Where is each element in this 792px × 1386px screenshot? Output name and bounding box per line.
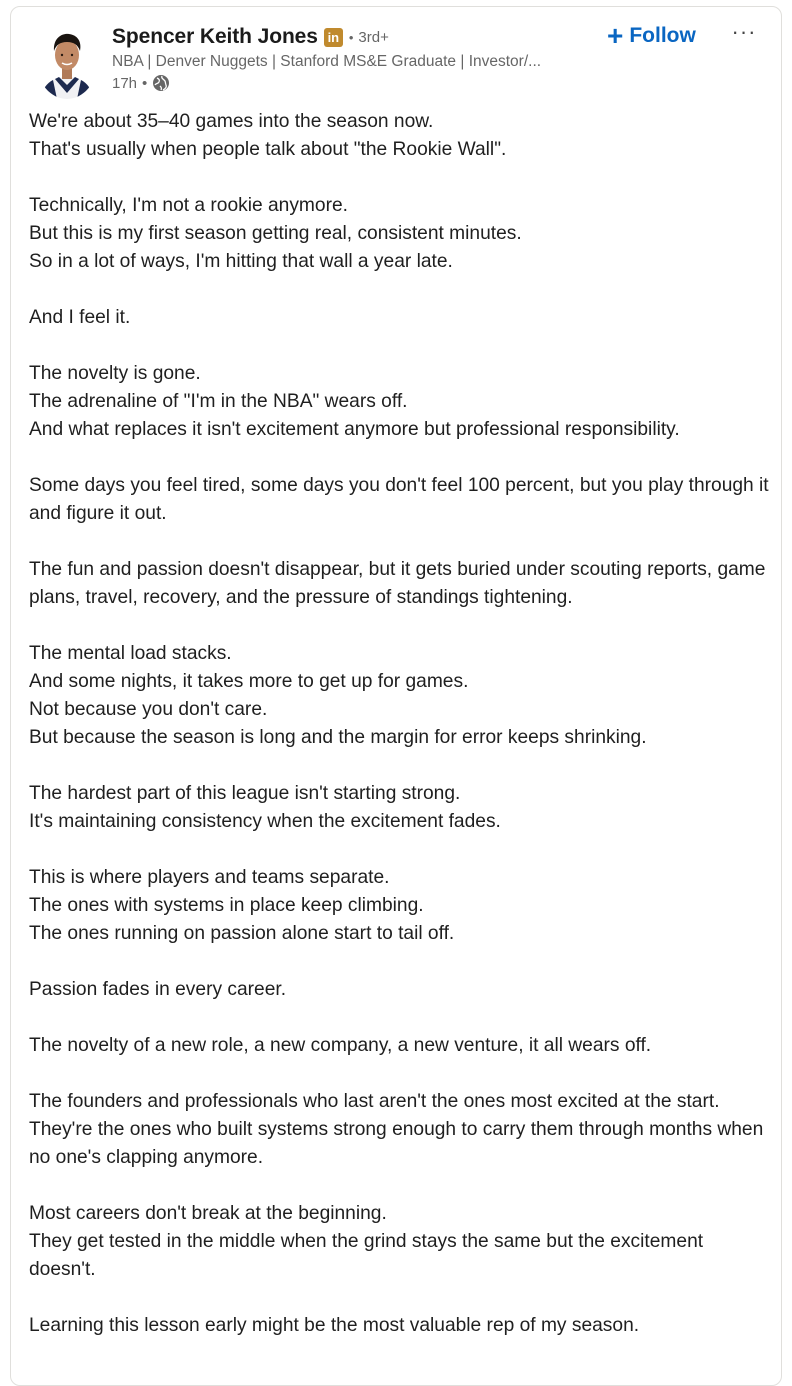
post-line: The novelty of a new role, a new company, a new venture, it all wears off. <box>29 1035 652 1056</box>
post-line: So in a lot of ways, I'm hitting that wall a year late. <box>29 251 453 272</box>
follow-label: Follow <box>629 24 696 47</box>
avatar[interactable] <box>37 27 97 99</box>
post-line: This is where players and teams separate. <box>29 867 390 888</box>
post-paragraph <box>29 780 771 836</box>
post-line: The fun and passion doesn't disappear, but it gets buried under scouting reports, game plans, travel, recovery, and the pressure of standings tightening. <box>29 559 766 608</box>
post-paragraph <box>29 192 771 276</box>
post-paragraph <box>29 1312 771 1340</box>
post-line: And some nights, it takes more to get up for games. <box>29 671 469 692</box>
post-line: Most careers don't break at the beginning. <box>29 1203 387 1224</box>
post-paragraph <box>29 1088 771 1172</box>
post-line: The ones with systems in place keep climbing. <box>29 895 424 916</box>
connection-degree: 3rd+ <box>358 28 389 46</box>
post-line: It's maintaining consistency when the excitement fades. <box>29 811 501 832</box>
plus-icon: + <box>607 20 624 51</box>
post-line: The adrenaline of "I'm in the NBA" wears off. <box>29 391 408 412</box>
author-headline: NBA | Denver Nuggets | Stanford MS&E Graduate | Investor/... <box>112 53 542 70</box>
post-line: But because the season is long and the margin for error keeps shrinking. <box>29 727 647 748</box>
post-body <box>29 108 771 1368</box>
post-line: And what replaces it isn't excitement anymore but professional responsibility. <box>29 419 680 440</box>
post-line: Passion fades in every career. <box>29 979 287 1000</box>
post-line: Some days you feel tired, some days you don't feel 100 percent, but you play through it and figure it out. <box>29 475 769 524</box>
post-paragraph <box>29 1032 771 1060</box>
post-paragraph <box>29 360 771 444</box>
post-line: The mental load stacks. <box>29 643 232 664</box>
post-line: Learning this lesson early might be the most valuable rep of my season. <box>29 1315 640 1336</box>
post-paragraph <box>29 304 771 332</box>
post-line: The novelty is gone. <box>29 363 201 384</box>
post-line: That's usually when people talk about "the Rookie Wall". <box>29 139 507 160</box>
post-paragraph <box>29 556 771 612</box>
post-paragraph <box>29 472 771 528</box>
post-paragraph <box>29 1200 771 1284</box>
separator-dot: • <box>142 74 148 92</box>
post-line: Technically, I'm not a rookie anymore. <box>29 195 348 216</box>
post-line: We're about 35–40 games into the season now. <box>29 111 434 132</box>
more-options-icon[interactable]: ··· <box>731 19 757 44</box>
post-paragraph <box>29 864 771 948</box>
post-line: The founders and professionals who last aren't the ones most excited at the start. <box>29 1091 720 1112</box>
globe-icon <box>152 74 170 92</box>
follow-button[interactable] <box>607 22 696 50</box>
post-line: They get tested in the middle when the grind stays the same but the excitement doesn't. <box>29 1231 704 1280</box>
separator-dot: • <box>348 29 354 45</box>
post-paragraph <box>29 108 771 164</box>
post-line: They're the ones who built systems strong enough to carry them through months when no one's clapping anymore. <box>29 1119 764 1168</box>
post-meta <box>112 74 170 92</box>
linkedin-badge-icon: in <box>324 28 343 47</box>
author-name-row <box>112 25 389 49</box>
post-card <box>10 6 782 1386</box>
author-name[interactable]: Spencer Keith Jones <box>112 25 318 48</box>
post-line: The hardest part of this league isn't starting strong. <box>29 783 461 804</box>
post-paragraph <box>29 976 771 1004</box>
post-line: But this is my first season getting real, consistent minutes. <box>29 223 522 244</box>
post-timestamp[interactable]: 17h <box>112 74 138 92</box>
post-paragraph <box>29 640 771 752</box>
post-line: And I feel it. <box>29 307 131 328</box>
post-line: The ones running on passion alone start to tail off. <box>29 923 455 944</box>
post-line: Not because you don't care. <box>29 699 268 720</box>
